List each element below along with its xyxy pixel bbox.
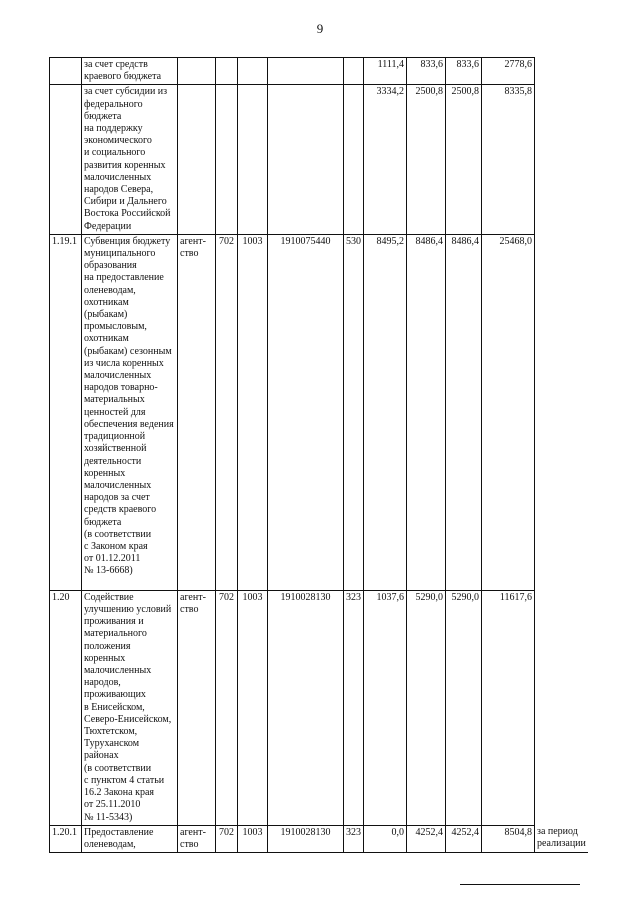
row-total: 8335,8 (482, 85, 535, 234)
row-section-code: 1003 (238, 825, 268, 852)
page-number: 9 (316, 21, 324, 36)
table-row (50, 590, 588, 825)
row-year1: 0,0 (364, 825, 407, 852)
row-gov-code (216, 85, 238, 234)
row-executor: агент- ство (178, 825, 216, 852)
table-row (50, 85, 588, 234)
row-year2: 4252,4 (407, 825, 446, 852)
row-type-code (344, 85, 364, 234)
row-year1: 3334,2 (364, 85, 407, 234)
row-executor (178, 58, 216, 85)
row-type-code: 323 (344, 590, 364, 825)
row-index: 1.20 (50, 590, 82, 825)
row-type-code: 323 (344, 825, 364, 852)
footer-rule (460, 884, 580, 885)
row-note: за период реализации (535, 825, 588, 852)
row-gov-code: 702 (216, 234, 238, 590)
row-section-code (238, 85, 268, 234)
row-type-code (344, 58, 364, 85)
row-year1: 1037,6 (364, 590, 407, 825)
row-executor (178, 85, 216, 234)
row-target-code (268, 85, 344, 234)
row-description: за счет средств краевого бюджета (82, 58, 178, 85)
row-gov-code: 702 (216, 590, 238, 825)
row-note (535, 590, 588, 825)
row-year3: 8486,4 (446, 234, 482, 590)
row-year3: 2500,8 (446, 85, 482, 234)
row-year3: 4252,4 (446, 825, 482, 852)
row-target-code: 1910075440 (268, 234, 344, 590)
row-index: 1.19.1 (50, 234, 82, 590)
row-index: 1.20.1 (50, 825, 82, 852)
row-year3: 5290,0 (446, 590, 482, 825)
row-year1: 8495,2 (364, 234, 407, 590)
row-gov-code: 702 (216, 825, 238, 852)
row-total: 11617,6 (482, 590, 535, 825)
row-total: 2778,6 (482, 58, 535, 85)
table-row (50, 234, 588, 590)
row-target-code: 1910028130 (268, 590, 344, 825)
row-total: 8504,8 (482, 825, 535, 852)
row-description: Предоставление оленеводам, (82, 825, 178, 852)
row-section-code: 1003 (238, 234, 268, 590)
row-note (535, 85, 588, 234)
row-total: 25468,0 (482, 234, 535, 590)
row-year2: 5290,0 (407, 590, 446, 825)
row-year3: 833,6 (446, 58, 482, 85)
row-note (535, 234, 588, 590)
row-year2: 833,6 (407, 58, 446, 85)
row-note (535, 58, 588, 85)
row-year2: 8486,4 (407, 234, 446, 590)
row-index (50, 85, 82, 234)
row-target-code (268, 58, 344, 85)
row-description: Содействие улучшению условий проживания и материального положения коренных малочисленных народов, проживающих в Енисейском, Северо-Енисейском, Тюхтетском, Туруханском районах (в соответствии с пунктом 4 статьи 16.2 Закона края от 25.11.2010 № 11-5343) (82, 590, 178, 825)
row-year1: 1111,4 (364, 58, 407, 85)
table-row (50, 58, 588, 85)
row-type-code: 530 (344, 234, 364, 590)
row-executor: агент- ство (178, 590, 216, 825)
row-executor: агент- ство (178, 234, 216, 590)
row-index (50, 58, 82, 85)
row-section-code (238, 58, 268, 85)
table-row (50, 825, 588, 852)
row-gov-code (216, 58, 238, 85)
budget-table (49, 57, 588, 853)
row-description: за счет субсидии из федерального бюджета на поддержку экономического и социального развития коренных малочисленных народов Севера, Сибири и Дальнего Востока Российской Федерации (82, 85, 178, 234)
row-description: Субвенция бюджету муниципального образования на предоставление оленеводам, охотникам (рыбакам) промысловым, охотникам (рыбакам) сезонным из числа коренных малочисленных народов товарно- материальных ценностей для обеспечения ведения традиционной хозяйственной деятельности коренных малочисленных народов за счет средств краевого бюджета (в соответствии с Законом края от 01.12.2011 № 13-6668) (82, 234, 178, 590)
row-section-code: 1003 (238, 590, 268, 825)
row-target-code: 1910028130 (268, 825, 344, 852)
row-year2: 2500,8 (407, 85, 446, 234)
